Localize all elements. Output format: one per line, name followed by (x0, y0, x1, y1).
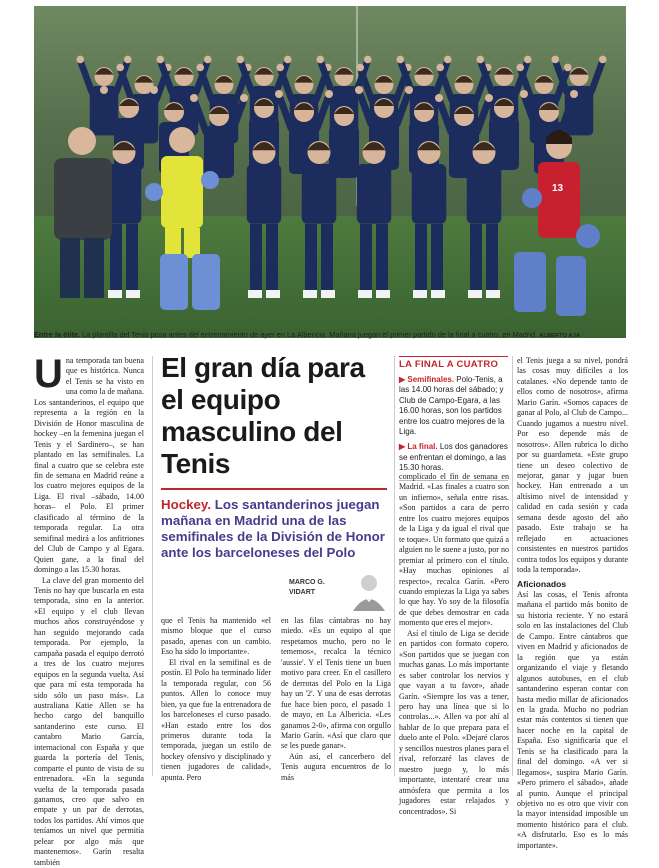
subheadline (161, 497, 393, 561)
player-leg (321, 224, 333, 292)
article-paragraph: que el Tenis ha mantenido «el mismo bloque que el curso pasado, apenas con un cambio. Eso ha sido lo importante». (161, 616, 271, 657)
player-shoe (248, 290, 262, 298)
article-column-5 (517, 356, 628, 850)
player-leg (486, 224, 498, 292)
subheadline-text: Los santanderinos juegan mañana en Madrid una de las semifinales de la División de Honor ante los barceloneses del Polo (161, 497, 385, 560)
bullet-icon: ▶ (399, 442, 408, 452)
player-shoe (266, 290, 280, 298)
article-column-2 (161, 616, 271, 782)
caption-lead: Entre la élite. (34, 330, 81, 339)
sidebar-item-label (399, 375, 454, 384)
dropcap: U (34, 352, 63, 396)
player-leg (266, 224, 278, 292)
article-paragraph: complicado el fin de semana en Madrid. «Las finales a cuatro son un infierno», señala entre risas. «Son partidos a cara de perro entre los cuatro mejores equipos de la Liga y da igual el rival que te toque». Un formato que quizá a alguien no le suene a justo, por no premiar al primero con el título. «Hay muchas opiniones al respecto», recalca Garín. «Pero cuando empiezas la Liga ya sabes lo que hay. Yo soy de la filosofía de que debes demostrar en cada momento que eres el mejor». (399, 472, 509, 628)
team-photo (34, 6, 626, 338)
player-shoe (413, 290, 427, 298)
subheadline-kicker: Hockey. (161, 497, 212, 512)
player-shoe (468, 290, 482, 298)
player-leg (110, 224, 122, 292)
column-divider (394, 356, 395, 776)
column-divider (152, 356, 153, 776)
bullet-icon: ▶ (399, 375, 408, 384)
section-heading: Aficionados (517, 578, 567, 589)
byline (289, 569, 393, 611)
article-column-4 (399, 472, 509, 816)
article-column-3 (281, 616, 391, 782)
player-shoe (321, 290, 335, 298)
player-leg (470, 224, 482, 292)
player-shoe (126, 290, 140, 298)
player-leg (250, 224, 262, 292)
article-column-1 (34, 352, 144, 867)
player-shoe (486, 290, 500, 298)
sidebar-item-text: Polo-Tenis, a las 14.00 horas del sábado; y Club de Campo-Egara, a las 16.00 horas, son los partidos entre los cuatro mejores de la Liga. (399, 375, 505, 437)
player-shoe (358, 290, 372, 298)
photo-credit: ALBERTO AJA (539, 333, 581, 339)
article-paragraph: La clave del gran momento del Tenis no hay que buscarla en esta temporada, sino en la anterior. «El equipo y el club llevan muchos años construyéndose y han seguido mejorando cada temporada. Por ejemplo, la campaña pasada el equipo derrotó a tres de los cuatro mejores equipos en la segunda vuelta. Así que para mí esta temporada ha sido sólo un paso más». La australiana Katie Allen se ha hecho cargo del banquillo santanderino este curso. El cantabro Mario García, internacional con España y que guarda la portería del Tenis, comparte el punto de vista de su entrenadora. «En la segunda vuelta de la temporada pasada ganamos, creo que salvo en empate y un par de derrotas, todos los partidos. Ahí vimos que teníamos un nivel que permitía pelear por algo más que mantenernos». Garín resalta también (34, 575, 144, 867)
player-leg (376, 224, 388, 292)
sidebar-title: LA FINAL A CUATRO (399, 356, 508, 370)
article-paragraph: El rival en la semifinal es de postín. El Polo ha terminado líder la temporada regular, con 56 puntos. Allen lo conoce muy bien, ya que fue la entrenadora de los barceloneses el curso pasado. «Han estado entre los dos primeros durante toda la temporada, juegan un estilo de hockey ofensivo y disciplinado y tienen jugadores de calidad», apunta. Pero (161, 657, 271, 782)
player-shoe (108, 290, 122, 298)
player-leg (431, 224, 443, 292)
headline: El gran día para el equipo masculino del Tenis (161, 352, 365, 479)
goalkeeper-jersey-number: 13 (552, 183, 564, 194)
player-shoe (303, 290, 317, 298)
sidebar-item-semifinals (399, 375, 508, 437)
player-leg (305, 224, 317, 292)
article-paragraph: Así el título de Liga se decide en partidos con formato copero. «Son partidos que se juegan con muchas ganas. Lo más importante es saber controlar los nervios y que vayan a tu favor», añade Garín. «Siempre los vas a tener, pero hay una línea que si lo controlas...». Allen va por ahí al hablar de lo que prepara para el duelo ante el Polo. «Dejaré claros y sencillos nuestros planes para el rival, reforzaré las claves de nuestro juego y, lo más importante, intentaré crear una atmósfera que permita a los jugadores estar relajados y concentrados». Si (399, 628, 509, 816)
article-paragraph: Aún así, el cancerbero del Tenis augura encuentros de lo más (281, 751, 391, 782)
sidebar-item-label (399, 442, 438, 451)
caption-text: La plantilla del Tenis posa antes del entrenamiento de ayer en La Albericia. Mañana juegan el primer partido de la final a cuatro, en Madrid. (80, 330, 538, 339)
player-leg (415, 224, 427, 292)
player-shoe (431, 290, 445, 298)
final-four-sidebar (399, 356, 508, 481)
sidebar-item-final (399, 442, 508, 473)
article-paragraph: Así las cosas, el Tenis afronta mañana el partido más bonito de su historia reciente. Y no estará solo en las instalaciones del Club de Campo. Entre cántabros que viven en Madrid y aficionados de la región que ya están organizando el viaje y fletando algunos autobuses, en el club santanderino esperan contar con hasta medio millar de aficionados en la grada. Mucho no podrían estar más contentos si tienen que hacer noche en la capital de España. Eso significaría que el Tenis se ha clasificado para la final del domingo. «A ver si llegamos», suspira Mario Garín. «Pero primero el sábado», añade al punto. Aunque el principal objetivo no es otro que vivir con la mayor intensidad imposible un momento histórico para el club. «A disfrutarlo. Eso es lo más importante». (517, 589, 628, 850)
headline-rule (161, 488, 387, 490)
article-paragraph: el Tenis juega a su nivel, pondrá las cosas muy difíciles a los catalanes. «No depende tanto de ellos como de nosotros», afirma Mario Garín. «Somos capaces de ganar al Polo, al Club de Campo... Cuando jugamos a nuestro nivel. Por eso depende más de nosotros». Allen rubrica lo dicho por su guardameta. «Este grupo tiene un deseo colectivo de mejorar, ganar y jugar buen hockey. Han entrenado a un altísimo nivel de intensidad y calidad en cada sesión y cada semana desde agosto del año pasado. Este trabajo se ha reflejado en actuaciones consistentes en nuestros partidos contra todos los equipos y durante toda la temporada». (517, 356, 628, 575)
player-shoe (376, 290, 390, 298)
article-paragraph: na temporada tan buena que es histórica. Nunca el Tenis se ha visto en una como la de mañana. Los santanderinos, el equipo que representa a la región en la División de Honor masculina de hockey –en la femenina juegan el Tenis y el Sardinero–, se han plantado en las semifinales. La final a cuatro que se celebra este fin de semana en Madrid reúne a los cuatro mejores equipos de la Liga. El rival –sábado, 14.00 horas– el Polo. El primer clasificado al término de la temporada regular. La otra semifinal medirá a los anfitriones del Club de Campo y al Egara. Quien gane, a la final del domingo a las 15.30 horas. (34, 356, 144, 575)
column-divider (512, 356, 513, 776)
byline-name: MARCO G. VIDART (289, 579, 325, 596)
sidebar-item-label-text: La final. (407, 442, 438, 452)
player-leg (126, 224, 138, 292)
team-photo-illustration (34, 6, 626, 338)
sidebar-item-label-text: Semifinales. (407, 375, 455, 384)
sidebar-item-text: Los dos ganadores se enfrentan el domingo, a las 15.30 horas. (399, 442, 508, 473)
photo-caption (34, 330, 626, 341)
author-portrait (349, 569, 389, 611)
article-paragraph: en las filas cántabras no hay miedo. «Es un equipo al que respetamos mucho, pero no le tememos», recalca la técnico 'aussie'. Y el Tenis tiene un buen motivo para creer. En el casillero de derrotas del Polo en la Liga hay un '2'. Y una de esas derrotas fue hace bien poco, el pasado 1 de mayo, en La Albericia. «Les ganamos 2-0», afirma con orgullo Mario Garín. «Así que claro que se les puede ganar». (281, 616, 391, 751)
player-leg (360, 224, 372, 292)
